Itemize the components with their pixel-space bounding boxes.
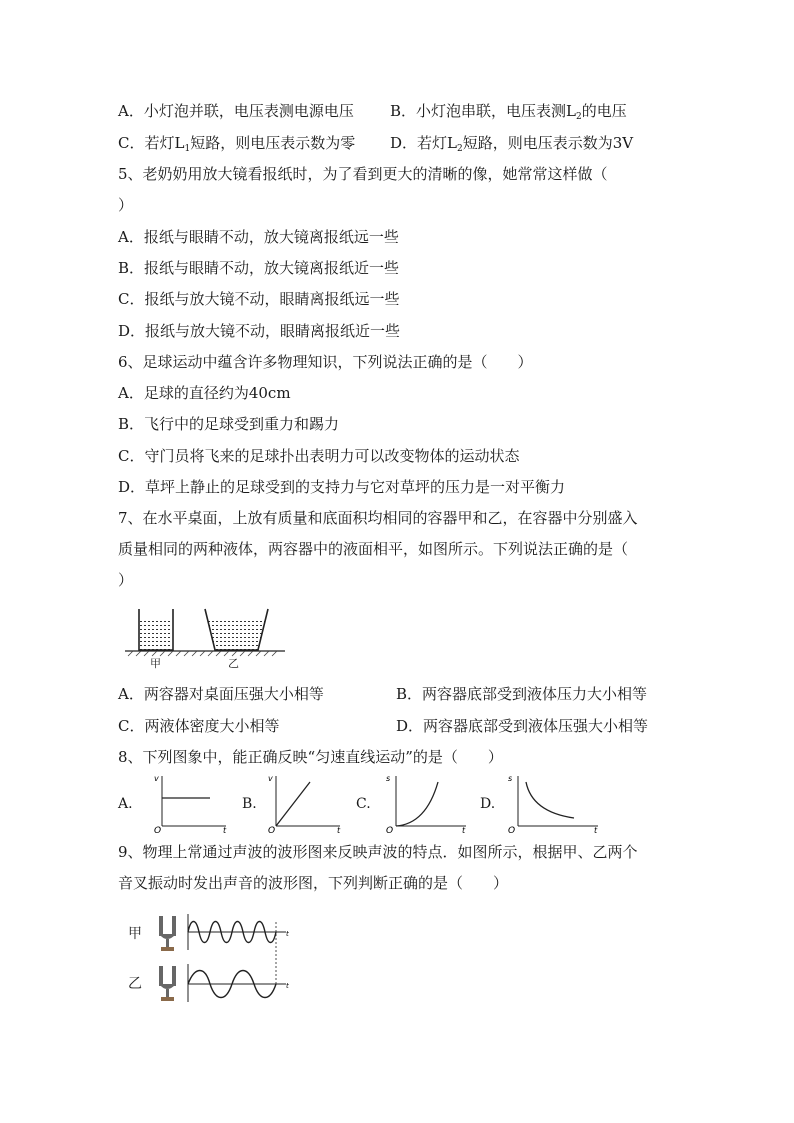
q4-option-b: B．小灯泡串联，电压表测$L_2$的电压	[390, 102, 627, 122]
q7-stem-end: ）	[118, 571, 134, 589]
container-yi	[205, 609, 268, 650]
q5-option-c: C．报纸与放大镜不动，眼睛离报纸远一些	[118, 290, 400, 308]
svg-text:O: O	[154, 826, 162, 834]
q6-option-d: D．草坪上静止的足球受到的支持力与它对草坪的压力是一对平衡力	[118, 478, 566, 496]
q9-stem-line2: 音叉振动时发出声音的波形图，下列判断正确的是（ ）	[118, 874, 509, 892]
svg-text:t: t	[286, 930, 289, 938]
tuning-fork-yi-icon	[159, 966, 176, 1001]
svg-text:v: v	[154, 774, 159, 783]
svg-text:v: v	[268, 774, 273, 783]
q8-graph-c	[380, 772, 470, 834]
q8-letter-b: B.	[242, 796, 257, 812]
q4-option-row-cd	[118, 133, 634, 159]
q4-option-a: A．小灯泡并联，电压表测电源电压	[118, 102, 354, 120]
q8-graph-d	[502, 772, 602, 834]
q5-stem: 5、老奶奶用放大镜看报纸时，为了看到更大的清晰的像，她常常这样做（	[118, 165, 608, 183]
q9-stem-line1: 9、物理上常通过声波的波形图来反映声波的特点．如图所示，根据甲、乙两个	[118, 843, 638, 861]
q9-label-yi: 乙	[128, 976, 142, 992]
q7-option-b: B．两容器底部受到液体压力大小相等	[396, 685, 648, 703]
svg-text:t: t	[223, 826, 227, 834]
q7-option-a: A．两容器对桌面压强大小相等	[118, 685, 324, 703]
q4-option-c: C．若灯$L_1$短路，则电压表示数为零	[118, 134, 356, 154]
q4-option-row-ab	[118, 101, 627, 122]
q9-label-jia: 甲	[128, 926, 142, 942]
q8-letter-d: D.	[480, 796, 496, 812]
q6-option-c: C．守门员将飞来的足球扑出表明力可以改变物体的运动状态	[118, 447, 520, 465]
svg-text:t: t	[594, 826, 598, 834]
q8-graphs-row	[118, 772, 618, 836]
q8-graph-a	[150, 772, 230, 834]
q5-option-b: B．报纸与眼睛不动，放大镜离报纸近一些	[118, 259, 400, 277]
q7-stem-line2: 质量相同的两种液体，两容器中的液面相平，如图所示。下列说法正确的是（	[118, 540, 629, 558]
q9-tuning-fork-figure	[126, 908, 306, 1008]
svg-text:t: t	[337, 826, 341, 834]
q8-stem: 8、下列图象中，能正确反映“匀速直线运动”的是（ ）	[118, 748, 503, 766]
q5-option-d: D．报纸与放大镜不动，眼睛离报纸近一些	[118, 322, 401, 340]
q8-letter-a: A.	[118, 796, 133, 812]
q8-letter-c: C.	[356, 796, 371, 812]
q6-option-a: A．足球的直径约为40cm	[118, 384, 291, 402]
svg-text:s: s	[386, 774, 391, 783]
svg-text:s: s	[508, 774, 513, 783]
q6-stem: 6、足球运动中蕴含许多物理知识，下列说法正确的是（ ）	[118, 353, 533, 371]
svg-text:t: t	[462, 826, 466, 834]
q7-option-d: D．两容器底部受到液体压强大小相等	[396, 717, 649, 735]
tuning-fork-jia-icon	[159, 916, 176, 951]
q6-option-b: B．飞行中的足球受到重力和踢力	[118, 415, 340, 433]
label-jia: 甲	[150, 657, 161, 670]
svg-text:t: t	[286, 982, 289, 990]
q5-option-a: A．报纸与眼睛不动，放大镜离报纸远一些	[118, 228, 399, 246]
container-jia	[139, 609, 173, 650]
table-surface	[125, 651, 285, 656]
q7-containers-figure	[120, 605, 290, 671]
q5-stem-end: ）	[118, 196, 134, 214]
label-yi: 乙	[228, 657, 239, 670]
q7-stem-line1: 7、在水平桌面，上放有质量和底面积均相同的容器甲和乙，在容器中分别盛入	[118, 509, 638, 527]
svg-text:O: O	[268, 826, 276, 834]
waveform-yi	[188, 964, 289, 1002]
q7-option-row-ab	[118, 684, 648, 704]
waveform-jia	[188, 914, 289, 950]
q4-option-d: D．若灯$L_2$短路，则电压表示数为3V	[390, 134, 634, 154]
q8-graph-b	[264, 772, 344, 834]
svg-text:O: O	[386, 826, 394, 834]
q7-option-row-cd	[118, 716, 649, 736]
svg-text:O: O	[508, 826, 516, 834]
q7-option-c: C．两液体密度大小相等	[118, 717, 280, 735]
